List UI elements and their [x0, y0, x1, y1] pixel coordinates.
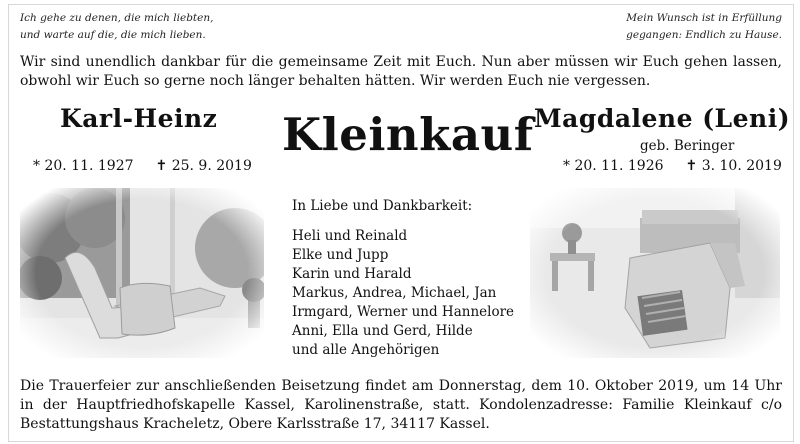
quote-left [20, 10, 213, 44]
funeral-details: Die Trauerfeier zur anschließenden Beisetzung findet am Donnerstag, dem 10. Oktober 2019, um 14 Uhr in der Hauptfriedhofskapelle Kassel, Karolinenstraße, statt. Kondolenzadresse: Familie Kleinkauf c/o Bestattungshaus Kracheletz, Obere Karlsstraße 17, 34117 Kassel. [20, 378, 782, 432]
dates-right [563, 158, 782, 174]
mourner-line: Irmgard, Werner und Hannelore [292, 304, 515, 320]
mourner-line: Heli und Reinald [292, 228, 408, 244]
first-name-left: Karl-Heinz [60, 104, 218, 133]
birth-date: * 20. 11. 1926 [563, 158, 664, 174]
first-name-right: Magdalene (Leni) [534, 104, 791, 133]
death-date: ✝ 25. 9. 2019 [155, 158, 252, 174]
maiden-name: geb. Beringer [640, 138, 735, 154]
mourner-line: und alle Angehörigen [292, 342, 440, 358]
birth-date: * 20. 11. 1927 [33, 158, 134, 174]
mourner-line: Karin und Harald [292, 266, 412, 282]
mourners-list [292, 197, 514, 360]
quote-right [626, 10, 782, 44]
intro-text: Wir sind unendlich dankbar für die gemeinsame Zeit mit Euch. Nun aber müssen wir Euch gehen lassen, obwohl wir Euch so gerne noch länger behalten hätten. Wir werden Euch nie vergessen. [20, 54, 782, 89]
quote-left-line: und warte auf die, die mich lieben. [20, 29, 206, 41]
mourner-line: Anni, Ella und Gerd, Hilde [292, 323, 473, 339]
photo-living-room [530, 188, 780, 358]
mourner-line: Elke und Jupp [292, 247, 389, 263]
photo-armchair-garden [20, 188, 264, 358]
family-surname: Kleinkauf [282, 108, 534, 161]
quote-right-line: gegangen: Endlich zu Hause. [626, 29, 782, 41]
mourner-line: Markus, Andrea, Michael, Jan [292, 285, 497, 301]
dates-left [33, 158, 252, 174]
quote-right-line: Mein Wunsch ist in Erfüllung [626, 12, 782, 24]
mourners-heading: In Liebe und Dankbarkeit: [292, 198, 473, 214]
death-date: ✝ 3. 10. 2019 [685, 158, 782, 174]
quote-left-line: Ich gehe zu denen, die mich liebten, [20, 12, 214, 24]
